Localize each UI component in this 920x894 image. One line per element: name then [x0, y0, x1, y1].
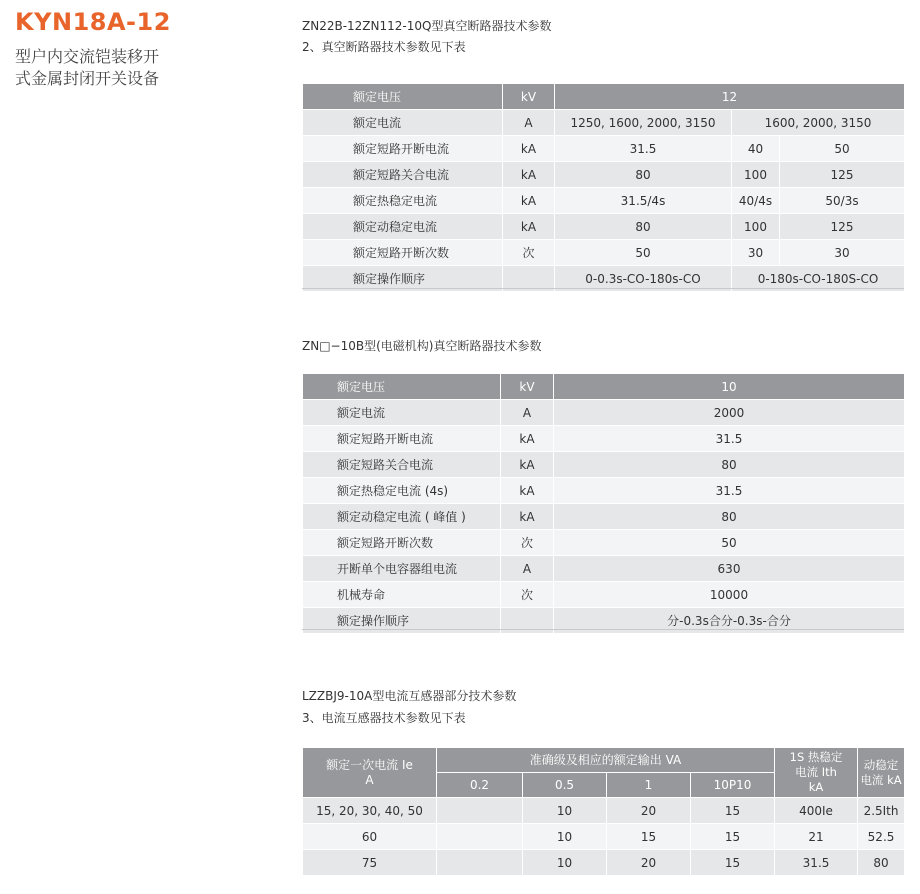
cell-dynamic: 2.5Ith: [858, 798, 905, 824]
spec-name: 额定短路开断次数: [303, 240, 503, 266]
table-row: [303, 426, 905, 452]
cell-class-1: 20: [607, 798, 691, 824]
spec-name: 额定热稳定电流: [303, 188, 503, 214]
table-row: [303, 824, 905, 850]
product-subtitle: [15, 46, 215, 90]
spec-value: 80: [554, 504, 905, 530]
spec-value: 2000: [554, 400, 905, 426]
cell-class-1: 15: [607, 824, 691, 850]
spec-value: 80: [554, 452, 905, 478]
spec-name: 额定电压: [303, 374, 501, 400]
spec-unit: 次: [501, 530, 554, 556]
cell-class-0-2: [437, 824, 523, 850]
spec-unit: A: [501, 400, 554, 426]
spec-value: 10: [554, 374, 905, 400]
spec-unit: A: [503, 110, 555, 136]
spec-value: 31.5/4s: [555, 188, 732, 214]
product-title: KYN18A-12: [15, 8, 171, 36]
table-header-row: [303, 748, 905, 773]
table-row: [303, 188, 905, 214]
cell-class-0-2: [437, 850, 523, 876]
divider: [302, 629, 904, 630]
table-row: [303, 110, 905, 136]
table-row: [303, 240, 905, 266]
spec-unit: A: [501, 556, 554, 582]
product-subtitle-line2: 式金属封闭开关设备: [15, 69, 160, 88]
spec-value: 50: [780, 136, 905, 162]
cell-class-0-5: 10: [523, 798, 607, 824]
spec-unit: kV: [501, 374, 554, 400]
spec-value: 125: [780, 162, 905, 188]
spec-value: 100: [732, 162, 780, 188]
table-row: [303, 452, 905, 478]
table-row: [303, 530, 905, 556]
spec-value: 630: [554, 556, 905, 582]
spec-unit: kA: [501, 504, 554, 530]
cell-class-0-2: [437, 798, 523, 824]
spec-value: 1250, 1600, 2000, 3150: [555, 110, 732, 136]
spec-value: 31.5: [555, 136, 732, 162]
table-row: [303, 400, 905, 426]
spec-value: 40/4s: [732, 188, 780, 214]
spec-unit: kA: [501, 452, 554, 478]
cell-class-10p10: 15: [691, 824, 775, 850]
product-subtitle-line1: 型户内交流铠装移开: [15, 47, 160, 66]
cell-dynamic: 80: [858, 850, 905, 876]
table-row: [303, 556, 905, 582]
header-class-10p10: 10P10: [691, 773, 775, 798]
spec-name: 额定短路开断电流: [303, 136, 503, 162]
spec-name: 开断单个电容器组电流: [303, 556, 501, 582]
spec-name: 额定短路关合电流: [303, 162, 503, 188]
table-row: [303, 504, 905, 530]
spec-unit: kA: [503, 162, 555, 188]
table-row: [303, 84, 905, 110]
spec-value: 0-0.3s-CO-180s-CO: [555, 266, 732, 292]
cell-thermal: 31.5: [775, 850, 858, 876]
spec-unit: kA: [501, 426, 554, 452]
spec-unit: 次: [501, 582, 554, 608]
cell-class-10p10: 15: [691, 798, 775, 824]
header-accuracy: 准确级及相应的额定输出 VA: [437, 748, 775, 773]
spec-name: 额定短路开断次数: [303, 530, 501, 556]
spec-value: 125: [780, 214, 905, 240]
table-row: [303, 162, 905, 188]
table-row: [303, 136, 905, 162]
spec-value: 10000: [554, 582, 905, 608]
cell-dynamic: 52.5: [858, 824, 905, 850]
spec-value: 40: [732, 136, 780, 162]
spec-value: 100: [732, 214, 780, 240]
cell-thermal: 21: [775, 824, 858, 850]
table-row: [303, 582, 905, 608]
spec-name: 额定电流: [303, 400, 501, 426]
table-row: [303, 850, 905, 876]
spec-name: 额定短路关合电流: [303, 452, 501, 478]
spec-name: 额定电流: [303, 110, 503, 136]
header-thermal-current: 1S 热稳定 电流 Ith kA: [775, 748, 858, 798]
section1-title: ZN22B-12ZN112-10Q型真空断路器技术参数: [302, 19, 552, 33]
spec-value: 50: [555, 240, 732, 266]
spec-value: 31.5: [554, 478, 905, 504]
cell-class-0-5: 10: [523, 824, 607, 850]
spec-name: 额定电压: [303, 84, 503, 110]
spec-unit: kA: [503, 136, 555, 162]
spec-name: 额定操作顺序: [303, 608, 501, 634]
spec-value: 50: [554, 530, 905, 556]
spec-value: 50/3s: [780, 188, 905, 214]
section3-title: LZZBJ9-10A型电流互感器部分技术参数: [302, 689, 517, 703]
spec-value: 12: [555, 84, 905, 110]
cell-class-0-5: 10: [523, 850, 607, 876]
table-row: [303, 374, 905, 400]
spec-value: 30: [732, 240, 780, 266]
spec-name: 额定动稳定电流: [303, 214, 503, 240]
cell-class-10p10: 15: [691, 850, 775, 876]
spec-unit: kA: [503, 188, 555, 214]
breaker-spec-table: [302, 83, 905, 292]
cell-thermal: 400Ie: [775, 798, 858, 824]
cell-current: 60: [303, 824, 437, 850]
spec-value: 0-180s-CO-180S-CO: [732, 266, 905, 292]
spec-value: 80: [555, 214, 732, 240]
cell-current: 75: [303, 850, 437, 876]
current-transformer-spec-table: [302, 747, 905, 876]
header-class-1: 1: [607, 773, 691, 798]
spec-value: 80: [555, 162, 732, 188]
spec-value: 1600, 2000, 3150: [732, 110, 905, 136]
section3-subtitle: 3、电流互感器技术参数见下表: [302, 711, 466, 725]
spec-name: 机械寿命: [303, 582, 501, 608]
section2-title: ZN□−10B型(电磁机构)真空断路器技术参数: [302, 339, 542, 353]
spec-name: 额定热稳定电流 (4s): [303, 478, 501, 504]
cell-class-1: 20: [607, 850, 691, 876]
header-dynamic-current: 动稳定 电流 kA: [858, 748, 905, 798]
header-class-0-2: 0.2: [437, 773, 523, 798]
spec-value: 30: [780, 240, 905, 266]
spec-name: 额定操作顺序: [303, 266, 503, 292]
spec-name: 额定短路开断电流: [303, 426, 501, 452]
spec-value: 31.5: [554, 426, 905, 452]
spec-unit: 次: [503, 240, 555, 266]
divider: [302, 288, 904, 289]
spec-unit: kA: [503, 214, 555, 240]
table-row: [303, 478, 905, 504]
header-rated-current: 额定一次电流 Ie A: [303, 748, 437, 798]
cell-current: 15, 20, 30, 40, 50: [303, 798, 437, 824]
spec-unit: kV: [503, 84, 555, 110]
magnetic-breaker-spec-table: [302, 373, 905, 634]
table-row: [303, 214, 905, 240]
spec-name: 额定动稳定电流 ( 峰值 ): [303, 504, 501, 530]
table-row: [303, 798, 905, 824]
section1-subtitle: 2、真空断路器技术参数见下表: [302, 40, 466, 54]
header-class-0-5: 0.5: [523, 773, 607, 798]
spec-unit: kA: [501, 478, 554, 504]
spec-value: 分-0.3s合分-0.3s-合分: [554, 608, 905, 634]
